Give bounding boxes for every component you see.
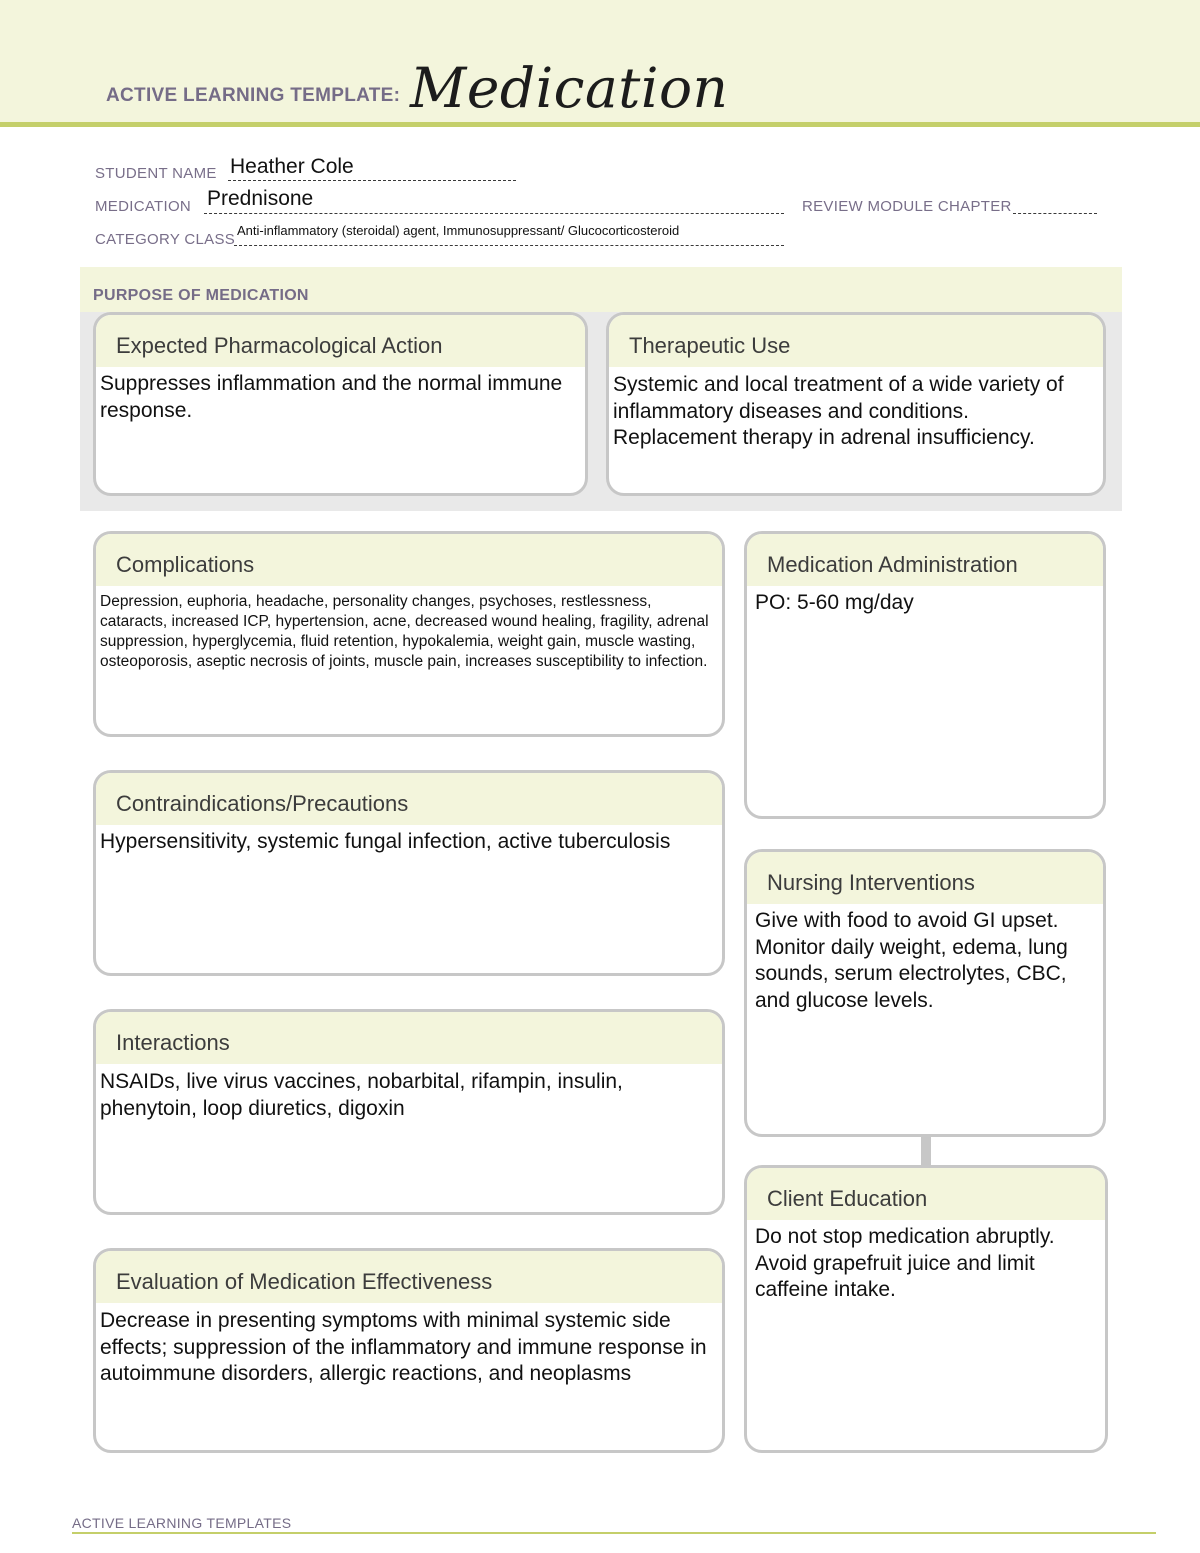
header-divider: [0, 122, 1200, 127]
med-admin-title: Medication Administration: [767, 552, 1018, 577]
student-name-label: STUDENT NAME: [95, 165, 217, 182]
evaluation-header: [96, 1251, 722, 1303]
student-name-line: [228, 180, 516, 181]
therapeutic-use-box: [606, 312, 1106, 496]
interactions-box: [93, 1009, 725, 1215]
med-admin-text[interactable]: PO: 5-60 mg/day: [755, 591, 914, 614]
complications-text[interactable]: Depression, euphoria, headache, personality changes, psychoses, restlessness, cataracts, increased ICP, hypertension, acne, decreased wound healing, fragility, adrenal suppression, hyperglycemia, fluid retention, hypokalemia, weight gain, muscle wasting, osteoporosis, aseptic necrosis of joints, muscle pain, increases susceptibility to infection.: [100, 593, 709, 670]
evaluation-text[interactable]: Decrease in presenting symptoms with minimal systemic side effects; suppression of the inflammatory and immune response in autoimmune disorders, allergic reactions, and neoplasms: [100, 1309, 707, 1385]
review-module-label: REVIEW MODULE CHAPTER: [802, 198, 1012, 215]
expected-action-box: [93, 312, 588, 496]
expected-action-title: Expected Pharmacological Action: [116, 333, 443, 358]
med-admin-header: [747, 534, 1103, 586]
contraindications-title: Contraindications/Precautions: [116, 791, 409, 816]
contraindications-header: [96, 773, 722, 825]
expected-action-text[interactable]: Suppresses inflammation and the normal immune response.: [100, 372, 563, 422]
client-education-text[interactable]: Do not stop medication abruptly. Avoid grapefruit juice and limit caffeine intake.: [755, 1225, 1055, 1301]
medication-label: MEDICATION: [95, 198, 192, 215]
complications-box: [93, 531, 725, 737]
medication-line: [204, 213, 784, 214]
review-module-line: [1013, 213, 1097, 214]
client-education-title: Client Education: [767, 1186, 928, 1211]
footer-label: ACTIVE LEARNING TEMPLATES: [72, 1515, 292, 1531]
therapeutic-use-title: Therapeutic Use: [629, 333, 791, 358]
therapeutic-use-header: [609, 315, 1103, 367]
purpose-section-title: PURPOSE OF MEDICATION: [93, 287, 309, 304]
med-admin-box: [744, 531, 1106, 819]
therapeutic-use-text[interactable]: Systemic and local treatment of a wide variety of inflammatory diseases and conditions. Replacement therapy in adrenal insufficiency.: [613, 373, 1064, 449]
page-title: Medication: [410, 56, 729, 120]
nursing-interventions-header: [747, 852, 1103, 904]
evaluation-box: [93, 1248, 725, 1453]
contraindications-box: [93, 770, 725, 976]
expected-action-header: [96, 315, 585, 367]
complications-title: Complications: [116, 552, 255, 577]
complications-header: [96, 534, 722, 586]
category-class-value[interactable]: Anti-inflammatory (steroidal) agent, Immunosuppressant/ Glucocorticosteroid: [237, 223, 680, 238]
interactions-header: [96, 1012, 722, 1064]
footer-divider: [72, 1532, 1156, 1534]
nursing-interventions-title: Nursing Interventions: [767, 870, 975, 895]
interactions-title: Interactions: [116, 1030, 230, 1055]
nursing-interventions-box: [744, 849, 1106, 1137]
contraindications-text[interactable]: Hypersensitivity, systemic fungal infection, active tuberculosis: [100, 830, 671, 853]
template-label: ACTIVE LEARNING TEMPLATE:: [106, 85, 401, 106]
evaluation-title: Evaluation of Medication Effectiveness: [116, 1269, 493, 1294]
interactions-text[interactable]: NSAIDs, live virus vaccines, nobarbital, rifampin, insulin, phenytoin, loop diuretics, digoxin: [100, 1070, 623, 1120]
category-class-line: [234, 245, 784, 246]
nursing-interventions-text[interactable]: Give with food to avoid GI upset. Monitor daily weight, edema, lung sounds, serum electrolytes, CBC, and glucose levels.: [755, 909, 1068, 1012]
student-name-value[interactable]: Heather Cole: [230, 155, 354, 178]
medication-value[interactable]: Prednisone: [207, 187, 314, 210]
client-education-header: [747, 1168, 1105, 1220]
client-education-box: [744, 1165, 1108, 1453]
category-class-label: CATEGORY CLASS: [95, 231, 236, 248]
box-connector: [921, 1134, 931, 1167]
